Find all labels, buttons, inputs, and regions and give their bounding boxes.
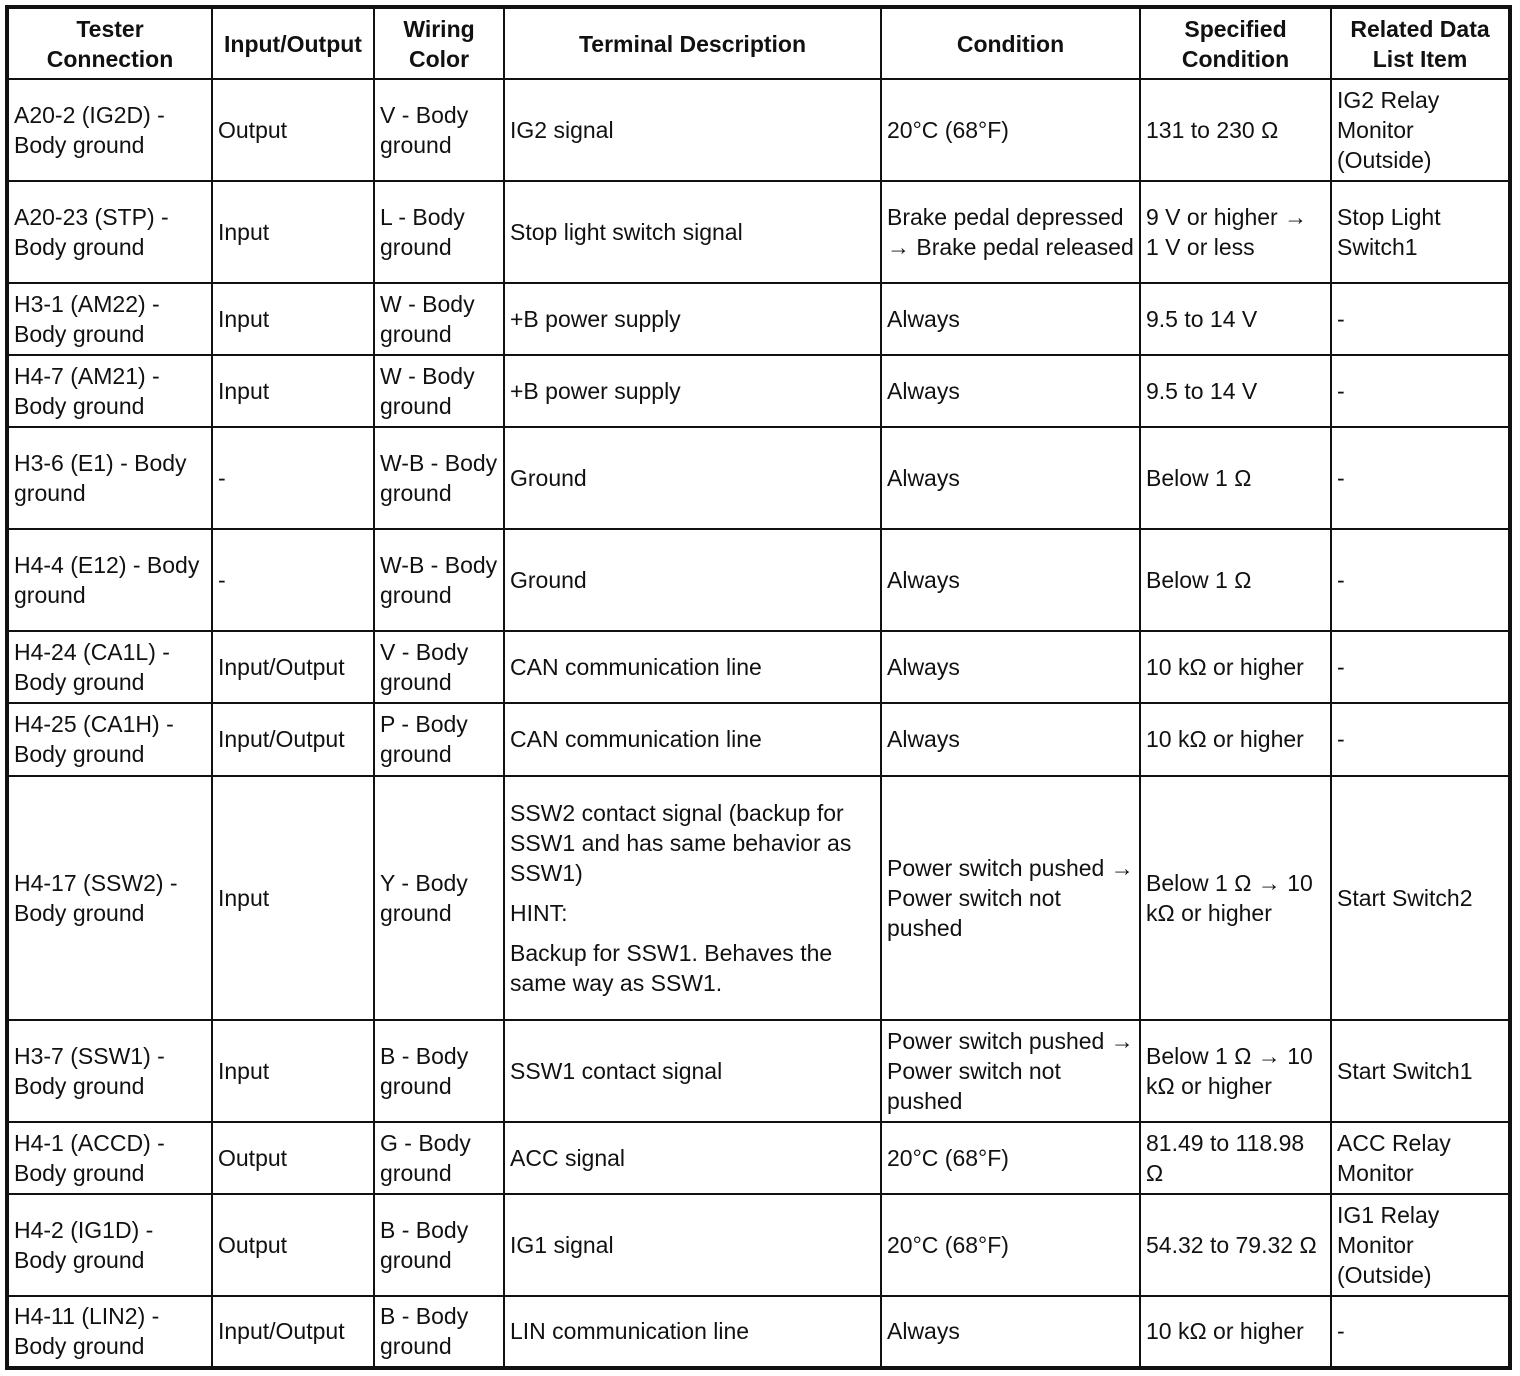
- cell-wiring-color: W - Body ground: [374, 283, 504, 355]
- cell-terminal-description: +B power supply: [504, 355, 881, 427]
- cell-tester-connection: H4-2 (IG1D) - Body ground: [7, 1194, 212, 1296]
- cell-related-data-list-item: IG1 Relay Monitor (Outside): [1331, 1194, 1510, 1296]
- cell-specified-condition: 10 kΩ or higher: [1140, 1296, 1331, 1368]
- cell-terminal-description: LIN communication line: [504, 1296, 881, 1368]
- cell-input-output: Input/Output: [212, 1296, 374, 1368]
- cell-input-output: Input: [212, 355, 374, 427]
- cell-related-data-list-item: -: [1331, 631, 1510, 703]
- cell-terminal-description: ACC signal: [504, 1122, 881, 1194]
- header-wiring-color: Wiring Color: [374, 7, 504, 79]
- cell-wiring-color: W - Body ground: [374, 355, 504, 427]
- cell-wiring-color: Y - Body ground: [374, 776, 504, 1020]
- cell-wiring-color: V - Body ground: [374, 79, 504, 181]
- cell-terminal-description: Ground: [504, 529, 881, 631]
- cell-terminal-description: +B power supply: [504, 283, 881, 355]
- description-spacer: [510, 888, 875, 898]
- table-row: [7, 181, 1510, 283]
- cell-tester-connection: H4-25 (CA1H) - Body ground: [7, 703, 212, 775]
- cell-wiring-color: G - Body ground: [374, 1122, 504, 1194]
- table-row: [7, 427, 1510, 529]
- cell-condition: Always: [881, 427, 1140, 529]
- table-row: [7, 529, 1510, 631]
- cell-condition: Always: [881, 703, 1140, 775]
- cell-input-output: Input: [212, 181, 374, 283]
- cell-specified-condition: 9.5 to 14 V: [1140, 283, 1331, 355]
- cell-input-output: Input/Output: [212, 631, 374, 703]
- cell-tester-connection: H3-1 (AM22) - Body ground: [7, 283, 212, 355]
- cell-input-output: Input: [212, 776, 374, 1020]
- cell-tester-connection: H4-17 (SSW2) - Body ground: [7, 776, 212, 1020]
- cell-tester-connection: H4-4 (E12) - Body ground: [7, 529, 212, 631]
- cell-specified-condition: Below 1 Ω → 10 kΩ or higher: [1140, 1020, 1331, 1122]
- table-row: [7, 1020, 1510, 1122]
- cell-input-output: -: [212, 427, 374, 529]
- cell-condition: Always: [881, 631, 1140, 703]
- cell-related-data-list-item: Start Switch2: [1331, 776, 1510, 1020]
- table-row: [7, 283, 1510, 355]
- cell-related-data-list-item: ACC Relay Monitor: [1331, 1122, 1510, 1194]
- cell-tester-connection: H3-6 (E1) - Body ground: [7, 427, 212, 529]
- cell-terminal-description: IG2 signal: [504, 79, 881, 181]
- cell-input-output: Output: [212, 1194, 374, 1296]
- cell-condition: 20°C (68°F): [881, 1122, 1140, 1194]
- description-spacer: [510, 928, 875, 938]
- cell-specified-condition: Below 1 Ω: [1140, 529, 1331, 631]
- cell-input-output: Input/Output: [212, 703, 374, 775]
- header-terminal-description: Terminal Description: [504, 7, 881, 79]
- cell-specified-condition: 9 V or higher → 1 V or less: [1140, 181, 1331, 283]
- cell-tester-connection: H4-24 (CA1L) - Body ground: [7, 631, 212, 703]
- cell-terminal-description: CAN communication line: [504, 703, 881, 775]
- terminal-spec-table: [5, 5, 1512, 1370]
- hint-label: HINT:: [510, 899, 568, 926]
- cell-specified-condition: 9.5 to 14 V: [1140, 355, 1331, 427]
- cell-tester-connection: H4-11 (LIN2) - Body ground: [7, 1296, 212, 1368]
- cell-tester-connection: A20-2 (IG2D) - Body ground: [7, 79, 212, 181]
- table-row: [7, 1296, 1510, 1368]
- cell-wiring-color: B - Body ground: [374, 1020, 504, 1122]
- cell-tester-connection: A20-23 (STP) - Body ground: [7, 181, 212, 283]
- cell-condition: Power switch pushed → Power switch not pushed: [881, 1020, 1140, 1122]
- cell-related-data-list-item: IG2 Relay Monitor (Outside): [1331, 79, 1510, 181]
- cell-condition: 20°C (68°F): [881, 79, 1140, 181]
- cell-specified-condition: Below 1 Ω: [1140, 427, 1331, 529]
- cell-terminal-description: [504, 776, 881, 1020]
- cell-specified-condition: 10 kΩ or higher: [1140, 703, 1331, 775]
- cell-related-data-list-item: -: [1331, 529, 1510, 631]
- cell-related-data-list-item: Stop Light Switch1: [1331, 181, 1510, 283]
- table-row: [7, 1194, 1510, 1296]
- cell-specified-condition: Below 1 Ω → 10 kΩ or higher: [1140, 776, 1331, 1020]
- header-specified-condition: Specified Condition: [1140, 7, 1331, 79]
- header-input-output: Input/Output: [212, 7, 374, 79]
- cell-specified-condition: 54.32 to 79.32 Ω: [1140, 1194, 1331, 1296]
- header-related-data-list-item: Related Data List Item: [1331, 7, 1510, 79]
- header-row: [7, 7, 1510, 79]
- cell-condition: Brake pedal depressed → Brake pedal released: [881, 181, 1140, 283]
- cell-wiring-color: V - Body ground: [374, 631, 504, 703]
- cell-input-output: Output: [212, 79, 374, 181]
- table-row: [7, 355, 1510, 427]
- cell-terminal-description: CAN communication line: [504, 631, 881, 703]
- header-condition: Condition: [881, 7, 1140, 79]
- cell-related-data-list-item: Start Switch1: [1331, 1020, 1510, 1122]
- table-row: [7, 631, 1510, 703]
- cell-input-output: Input: [212, 283, 374, 355]
- table-row: [7, 1122, 1510, 1194]
- cell-wiring-color: B - Body ground: [374, 1296, 504, 1368]
- table-row: [7, 79, 1510, 181]
- cell-condition: Always: [881, 1296, 1140, 1368]
- terminal-description-main: SSW2 contact signal (backup for SSW1 and has same behavior as SSW1): [510, 799, 852, 886]
- cell-tester-connection: H4-1 (ACCD) - Body ground: [7, 1122, 212, 1194]
- cell-wiring-color: W-B - Body ground: [374, 427, 504, 529]
- cell-input-output: -: [212, 529, 374, 631]
- cell-terminal-description: Stop light switch signal: [504, 181, 881, 283]
- cell-input-output: Input: [212, 1020, 374, 1122]
- cell-condition: 20°C (68°F): [881, 1194, 1140, 1296]
- cell-terminal-description: SSW1 contact signal: [504, 1020, 881, 1122]
- cell-related-data-list-item: -: [1331, 1296, 1510, 1368]
- cell-wiring-color: L - Body ground: [374, 181, 504, 283]
- header-tester-connection: Tester Connection: [7, 7, 212, 79]
- cell-specified-condition: 81.49 to 118.98 Ω: [1140, 1122, 1331, 1194]
- cell-related-data-list-item: -: [1331, 427, 1510, 529]
- cell-terminal-description: Ground: [504, 427, 881, 529]
- table-row: [7, 776, 1510, 1020]
- cell-wiring-color: W-B - Body ground: [374, 529, 504, 631]
- cell-wiring-color: B - Body ground: [374, 1194, 504, 1296]
- cell-related-data-list-item: -: [1331, 355, 1510, 427]
- cell-terminal-description: IG1 signal: [504, 1194, 881, 1296]
- cell-related-data-list-item: -: [1331, 283, 1510, 355]
- cell-specified-condition: 10 kΩ or higher: [1140, 631, 1331, 703]
- cell-related-data-list-item: -: [1331, 703, 1510, 775]
- cell-specified-condition: 131 to 230 Ω: [1140, 79, 1331, 181]
- cell-condition: Power switch pushed → Power switch not pushed: [881, 776, 1140, 1020]
- hint-text: Backup for SSW1. Behaves the same way as SSW1.: [510, 939, 833, 996]
- cell-input-output: Output: [212, 1122, 374, 1194]
- cell-condition: Always: [881, 355, 1140, 427]
- cell-wiring-color: P - Body ground: [374, 703, 504, 775]
- table-row: [7, 703, 1510, 775]
- cell-condition: Always: [881, 529, 1140, 631]
- cell-tester-connection: H4-7 (AM21) - Body ground: [7, 355, 212, 427]
- cell-tester-connection: H3-7 (SSW1) - Body ground: [7, 1020, 212, 1122]
- cell-condition: Always: [881, 283, 1140, 355]
